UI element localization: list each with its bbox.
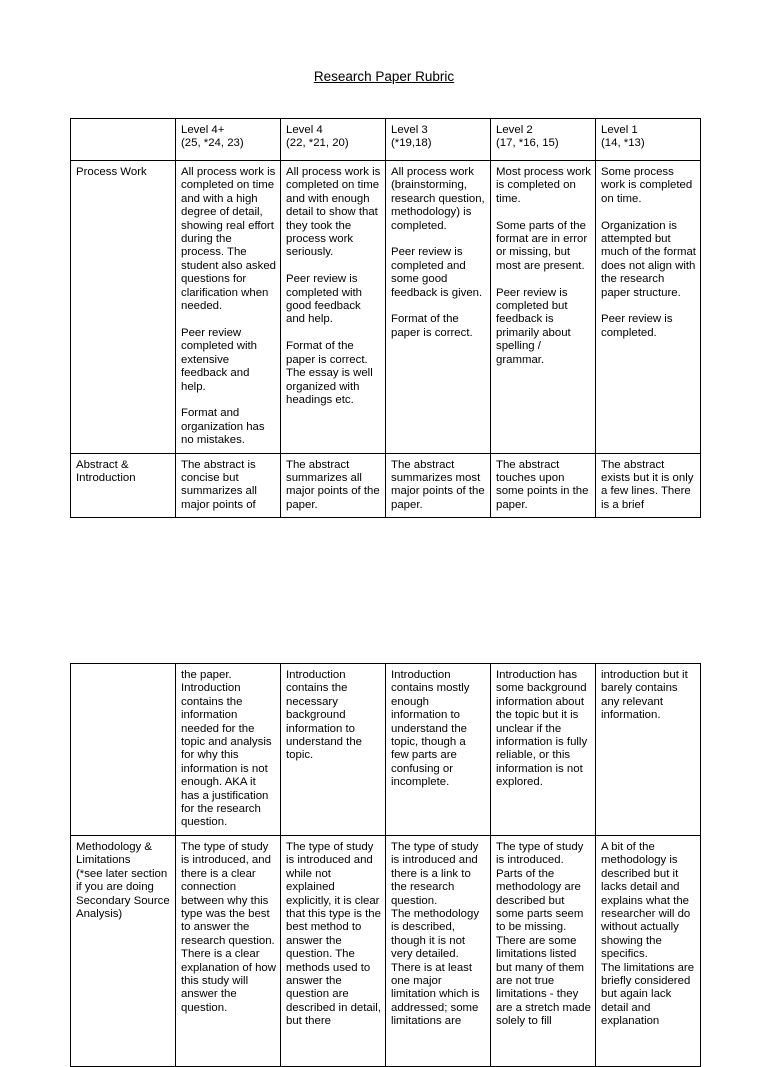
table-cell: Introduction contains mostly enough information to understand the topic, though a few parts are confusing or incomplete. bbox=[386, 664, 491, 836]
table-cell: All process work (brainstorming, research question, methodology) is completed. Peer review is completed and some good feedback is given. Format of the paper is correct. bbox=[386, 161, 491, 454]
table-row bbox=[71, 453, 701, 518]
table-header-row bbox=[71, 119, 701, 161]
header-cell-level-2: Level 2 (17, *16, 15) bbox=[491, 119, 596, 161]
page-title: Research Paper Rubric bbox=[313, 69, 455, 84]
table-row bbox=[71, 835, 701, 1066]
table-cell: The abstract summarizes most major points of the paper. bbox=[386, 453, 491, 518]
table-row bbox=[71, 664, 701, 836]
table-cell: A bit of the methodology is described but it lacks detail and explains what the researcher will do without actually showing the specifics. The limitations are briefly considered but again lack detail and explanation bbox=[596, 835, 701, 1066]
table-cell: The abstract is concise but summarizes all major points of bbox=[176, 453, 281, 518]
header-cell-level-4-plus: Level 4+ (25, *24, 23) bbox=[176, 119, 281, 161]
table-cell: introduction but it barely contains any relevant information. bbox=[596, 664, 701, 836]
rubric-table-page-2 bbox=[70, 663, 701, 1067]
row-label: Process Work bbox=[71, 161, 176, 454]
row-label: Methodology & Limitations (*see later section if you are doing Secondary Source Analysis) bbox=[71, 835, 176, 1066]
row-label bbox=[71, 664, 176, 836]
table-cell: The type of study is introduced. Parts of the methodology are described but some parts seem to be missing. There are some limitations listed but many of them are not true limitations - they are a stretch made solely to fill bbox=[491, 835, 596, 1066]
table-cell: All process work is completed on time and with a high degree of detail, showing real effort during the process. The student also asked questions for clarification when needed. Peer review completed with extensive feedback and help. Format and organization has no mistakes. bbox=[176, 161, 281, 454]
table-cell: The abstract exists but it is only a few lines. There is a brief bbox=[596, 453, 701, 518]
table-cell: The type of study is introduced, and there is a clear connection between why this type was the best to answer the research question. There is a clear explanation of how this study will answer the question. bbox=[176, 835, 281, 1066]
table-cell: Some process work is completed on time. Organization is attempted but much of the format does not align with the research paper structure. Peer review is completed. bbox=[596, 161, 701, 454]
table-cell: The abstract summarizes all major points of the paper. bbox=[281, 453, 386, 518]
table-cell: Introduction has some background information about the topic but it is unclear if the information is fully reliable, or this information is not explored. bbox=[491, 664, 596, 836]
table-cell: The abstract touches upon some points in the paper. bbox=[491, 453, 596, 518]
rubric-table-page-1 bbox=[70, 118, 701, 518]
table-cell: Introduction contains the necessary background information to understand the topic. bbox=[281, 664, 386, 836]
header-cell-level-1: Level 1 (14, *13) bbox=[596, 119, 701, 161]
table-row bbox=[71, 161, 701, 454]
table-cell: The type of study is introduced and there is a link to the research question. The methodology is described, though it is not very detailed. There is at least one major limitation which is addressed; some limitations are bbox=[386, 835, 491, 1066]
header-cell-level-3: Level 3 (*19,18) bbox=[386, 119, 491, 161]
table-cell: Most process work is completed on time. Some parts of the format are in error or missing, but most are present. Peer review is completed but feedback is primarily about spelling / grammar. bbox=[491, 161, 596, 454]
table-cell: The type of study is introduced and while not explained explicitly, it is clear that this type is the best method to answer the question. The methods used to answer the question are described in detail, but there bbox=[281, 835, 386, 1066]
table-cell: the paper. Introduction contains the information needed for the topic and analysis for why this information is not enough. AKA it has a justification for the research question. bbox=[176, 664, 281, 836]
table-cell: All process work is completed on time and with enough detail to show that they took the process work seriously. Peer review is completed with good feedback and help. Format of the paper is correct. The essay is well organized with headings etc. bbox=[281, 161, 386, 454]
header-cell-level-4: Level 4 (22, *21, 20) bbox=[281, 119, 386, 161]
header-cell-empty bbox=[71, 119, 176, 161]
row-label: Abstract & Introduction bbox=[71, 453, 176, 518]
